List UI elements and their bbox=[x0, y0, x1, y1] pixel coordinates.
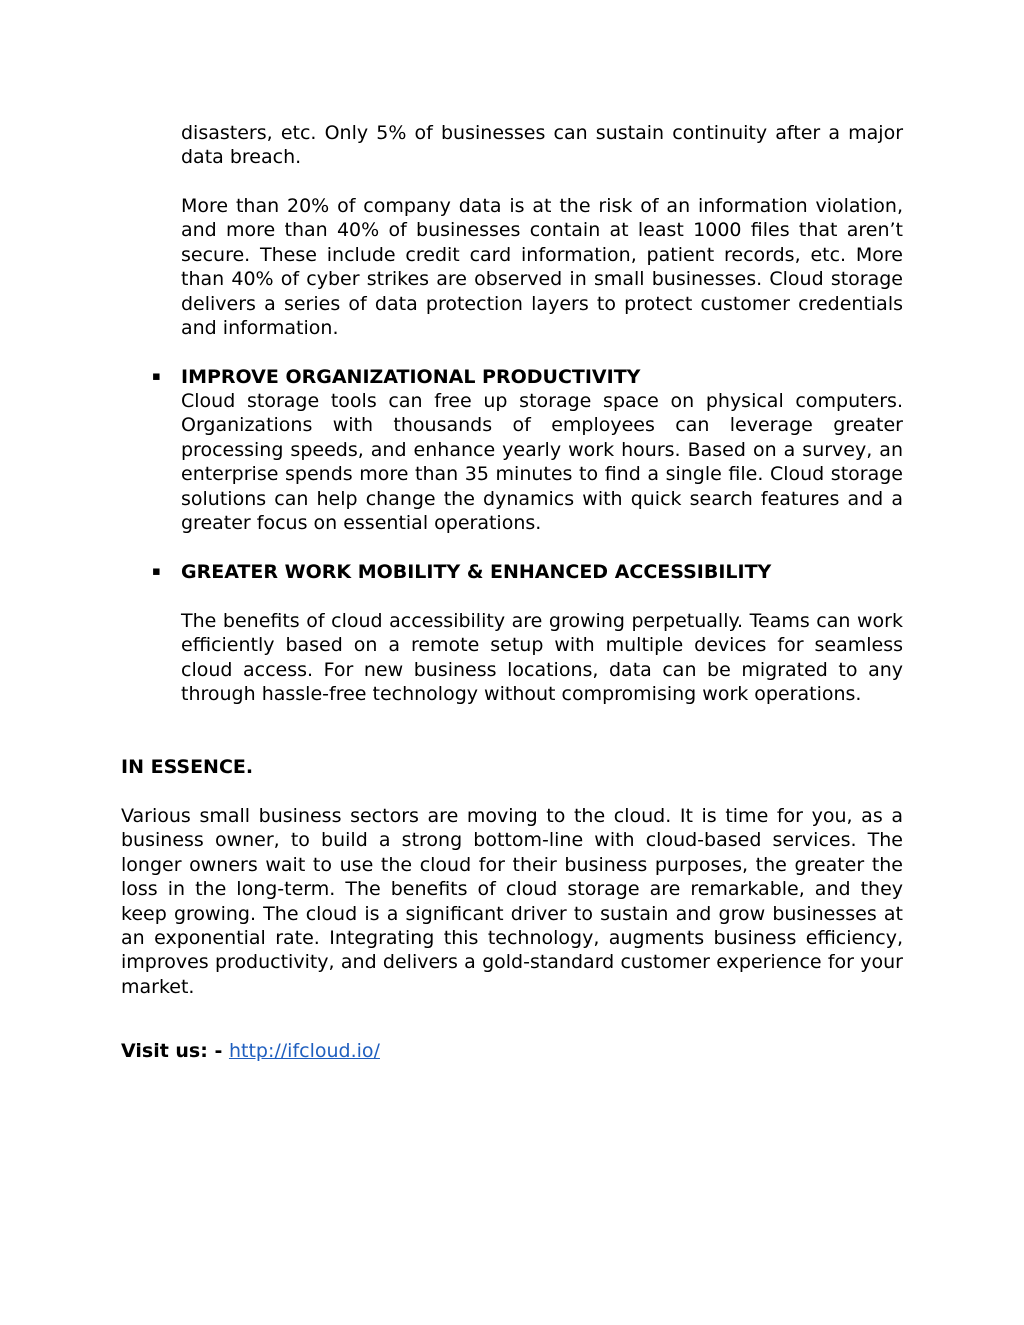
mobility-paragraph: The benefits of cloud accessibility are growing perpetually. Teams can work efficiently based on a remote setup with multiple devices for seamless cloud access. For new business locations, data can be migrated to any through hassle-free technology without compromising work operations. bbox=[181, 610, 903, 706]
bullet-icon: ▪ bbox=[152, 369, 161, 384]
productivity-paragraph: Cloud storage tools can free up storage space on physical computers. Organizations with thousands of employees can leverage greater processing speeds, and enhance yearly work hours. Based on a survey, an enterprise spends more than 35 minutes to find a single file. Cloud storage solutions can help change the dynamics with quick search features and a greater focus on essential operations. bbox=[181, 390, 903, 535]
essence-heading: IN ESSENCE. bbox=[121, 756, 254, 778]
website-link[interactable]: http://ifcloud.io/ bbox=[228, 1040, 380, 1062]
essence-paragraph: Various small business sectors are moving to the cloud. It is time for you, as a business owner, to build a strong bottom-line with cloud-based services. The longer owners wait to use the cloud for their business purposes, the greater the loss in the long-term. The benefits of cloud storage are remarkable, and they keep growing. The cloud is a significant driver to sustain and grow businesses at an exponential rate. Integrating this technology, augments business efficiency, improves productivity, and delivers a gold-standard customer experience for your market. bbox=[121, 805, 903, 998]
visit-line bbox=[121, 1039, 903, 1063]
continuation-paragraph: disasters, etc. Only 5% of businesses can sustain continuity after a major data breach. bbox=[181, 122, 903, 169]
mobility-heading: GREATER WORK MOBILITY & ENHANCED ACCESSIBILITY bbox=[181, 561, 772, 583]
bullet-icon: ▪ bbox=[152, 564, 161, 579]
visit-label: Visit us: - bbox=[121, 1040, 223, 1062]
data-risk-paragraph: More than 20% of company data is at the risk of an information violation, and more than 40% of businesses contain at least 1000 files that aren’t secure. These include credit card information, patient records, etc. More than 40% of cyber strikes are observed in small businesses. Cloud storage delivers a series of data protection layers to protect customer credentials and information. bbox=[181, 195, 903, 340]
productivity-heading: IMPROVE ORGANIZATIONAL PRODUCTIVITY bbox=[181, 366, 641, 388]
